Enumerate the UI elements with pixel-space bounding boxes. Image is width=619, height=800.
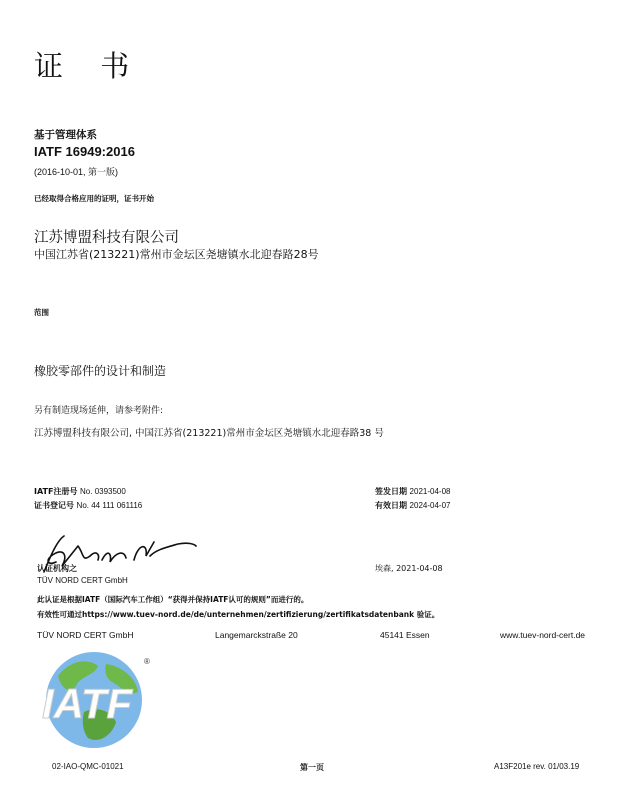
scope-label: 范围 [34,308,49,317]
certification-body-label: 认证机构之 [37,564,77,573]
extension-note: 另有制造现场延伸，请参考附件: [34,406,164,416]
cert-reg-number: No. 44 111 061116 [76,501,143,510]
issue-date-label: 签发日期 [375,487,407,496]
standard-edition: (2016-10-01, 第一版) [34,167,119,177]
registered-mark: ® [144,657,150,666]
certificate-title: 证 书 [34,49,144,83]
expiry-date-label: 有效日期 [375,501,407,510]
form-code: A13F201e rev. 01/03.19 [494,762,580,771]
iatf-reg-number: No. 0393500 [80,487,126,496]
expiry-date: 2024-04-07 [409,501,451,510]
footer-website: www.tuev-nord-cert.de [500,630,586,640]
iatf-logo [36,646,156,754]
footer-company: TÜV NORD CERT GmbH [37,630,134,640]
certificate-registration [34,500,142,511]
scope-text: 橡胶零部件的设计和制造 [34,364,167,378]
certification-body-name: TÜV NORD CERT GmbH [37,576,128,585]
footer-city: 45141 Essen [380,630,430,640]
basis-label: 基于管理体系 [34,129,97,141]
issue-date: 2021-04-08 [409,487,451,496]
cert-reg-label: 证书登记号 [34,501,74,510]
iatf-reg-label: IATF注册号 [34,487,78,496]
holder-address: 中国江苏省(213221)常州市金坛区尧塘镇水北迎春路28号 [34,248,319,261]
start-note: 已经取得合格应用的证明，证书开始 [34,194,154,203]
validity-note: 有效性可通过https://www.tuev-nord.de/de/unternehmen/zertifizierung/zertifikatsdatenbank 验证。 [37,610,440,619]
expiry-date-row [375,500,450,511]
iatf-registration [34,486,126,497]
document-code: 02-IAO-QMC-01021 [52,762,124,771]
page-number: 第一页 [300,763,324,772]
iatf-rules-note: 此认证是根据IATF（国际汽车工作组）“获得并保持IATF认可的规则”而进行的。 [37,595,309,604]
extension-site: 江苏博盟科技有限公司, 中国江苏省(213221)常州市金坛区尧塘镇水北迎春路38 号 [34,428,384,439]
holder-company: 江苏博盟科技有限公司 [34,230,179,246]
standard-name: IATF 16949:2016 [34,144,135,159]
issue-date-row [375,486,450,497]
place-date: 埃森, 2021-04-08 [375,564,443,573]
logo-text: IATF [42,680,133,727]
footer-street: Langemarckstraße 20 [215,630,298,640]
